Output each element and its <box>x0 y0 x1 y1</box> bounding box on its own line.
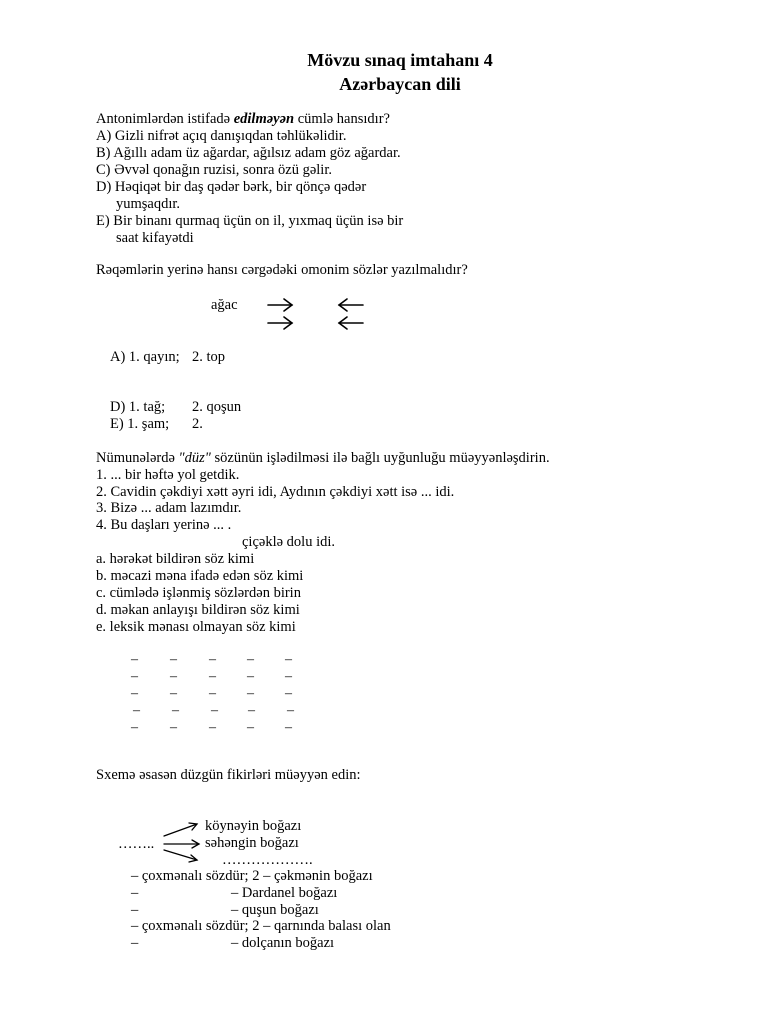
dash: – <box>170 720 177 735</box>
q4-line-5-dash: – <box>131 935 139 951</box>
dash: – <box>209 669 216 684</box>
dash: – <box>285 652 292 667</box>
q1-option-d: D) Həqiqət bir daş qədər bərk, bir qönçə qədər <box>96 179 367 195</box>
q1-option-d-cont: yumşaqdır. <box>116 196 181 212</box>
q3-item-4-cont: çiçəklə dolu idi. <box>242 534 336 550</box>
q3-item-2: 2. Cavidin çəkdiyi xətt əyri idi, Aydının çəkdiyi xətt isə ... idi. <box>96 484 455 500</box>
dash: – <box>133 703 140 718</box>
q4-scheme-left-dots: …….. <box>118 836 155 852</box>
q2-option-e-num: E) 1. şam; <box>110 416 170 432</box>
q4-line-2-dash: – <box>131 885 139 901</box>
q4-line-4: – çoxmənalı sözdür; 2 – qarnında balası olan <box>131 918 391 934</box>
q2-option-d-val: 2. qoşun <box>192 399 242 415</box>
q3-item-4: 4. Bu daşları yerinə ... . <box>96 517 232 533</box>
q3-choice-e: e. leksik mənası olmayan söz kimi <box>96 619 296 635</box>
dash: – <box>131 720 138 735</box>
dash: – <box>131 686 138 701</box>
q3-prompt <box>96 450 550 467</box>
dash: – <box>247 720 254 735</box>
arrow-left-icon <box>339 299 363 311</box>
arrow-left-icon <box>339 317 363 329</box>
q3-choice-d: d. məkan anlayışı bildirən söz kimi <box>96 602 300 618</box>
dash: – <box>287 703 294 718</box>
dash: – <box>247 669 254 684</box>
q4-line-1: – çoxmənalı sözdür; 2 – çəkmənin boğazı <box>131 868 373 884</box>
q2-option-a-val: 2. top <box>192 349 226 365</box>
dash: – <box>209 686 216 701</box>
dash: – <box>170 686 177 701</box>
q4-scheme-branch-3: ………………. <box>222 852 313 868</box>
page-subtitle: Azərbaycan dili <box>339 74 461 94</box>
q2-option-a-num: A) 1. qayın; <box>110 349 180 365</box>
dash: – <box>209 720 216 735</box>
dash: – <box>285 686 292 701</box>
arrow-right-icon <box>268 299 292 311</box>
q2-option-d-num: D) 1. tağ; <box>110 399 166 415</box>
page-title: Mövzu sınaq imtahanı 4 <box>307 50 493 70</box>
dash: – <box>209 652 216 667</box>
dash: – <box>248 703 255 718</box>
q3-prompt-emphasis: "düz" <box>178 450 211 466</box>
dash: – <box>285 669 292 684</box>
q2-option-e-val: 2. <box>192 416 203 432</box>
q1-option-e: E) Bir binanı qurmaq üçün on il, yıxmaq üçün isə bir <box>96 213 404 229</box>
q2-word: ağac <box>211 297 238 313</box>
q3-prompt-post: sözünün işlədilməsi ilə bağlı uyğunluğu müəyyənləşdirin. <box>210 450 550 466</box>
dash: – <box>170 669 177 684</box>
q3-item-1: 1. ... bir həftə yol getdik. <box>96 467 240 483</box>
scheme-arrow-right-icon <box>164 840 199 848</box>
dash: – <box>170 652 177 667</box>
arrow-right-icon <box>268 317 292 329</box>
q1-option-a: A) Gizli nifrət açıq danışıqdan təhlükəlidir. <box>96 128 347 144</box>
q1-prompt-post: cümlə hansıdır? <box>294 111 390 127</box>
scheme-arrow-down-icon <box>164 850 197 862</box>
q4-line-5: – dolçanın boğazı <box>231 935 335 951</box>
dash: – <box>285 720 292 735</box>
q3-choice-b: b. məcazi məna ifadə edən söz kimi <box>96 568 304 584</box>
dash: – <box>131 652 138 667</box>
q4-scheme-branch-2: səhəngin boğazı <box>205 835 299 851</box>
scheme-arrow-up-icon <box>164 823 197 836</box>
q4-line-3-dash: – <box>131 902 139 918</box>
dash: – <box>247 652 254 667</box>
q3-item-3: 3. Bizə ... adam lazımdır. <box>96 500 242 516</box>
q4-line-2: – Dardanel boğazı <box>231 885 338 901</box>
dash: – <box>172 703 179 718</box>
q1-option-e-cont: saat kifayətdi <box>116 230 194 246</box>
q4-scheme-branch-1: köynəyin boğazı <box>205 818 302 834</box>
q4-line-3: – quşun boğazı <box>231 902 319 918</box>
dash: – <box>247 686 254 701</box>
q4-prompt: Sxemə əsasən düzgün fikirləri müəyyən edin: <box>96 767 361 783</box>
dash: – <box>131 669 138 684</box>
q1-prompt-pre: Antonimlərdən istifadə <box>96 111 234 127</box>
q1-option-c: C) Əvvəl qonağın ruzisi, sonra özü gəlir. <box>96 162 332 178</box>
q1-option-b: B) Ağıllı adam üz ağardar, ağılsız adam göz ağardar. <box>96 145 401 161</box>
q3-prompt-pre: Nümunələrdə <box>96 450 179 466</box>
q3-choice-a: a. hərəkət bildirən söz kimi <box>96 551 255 567</box>
dash: – <box>211 703 218 718</box>
q2-prompt: Rəqəmlərin yerinə hansı cərgədəki omonim sözlər yazılmalıdır? <box>96 262 468 278</box>
q1-prompt-emphasis: edilməyən <box>233 111 295 127</box>
q3-choice-c: c. cümlədə işlənmiş sözlərdən birin <box>96 585 301 601</box>
